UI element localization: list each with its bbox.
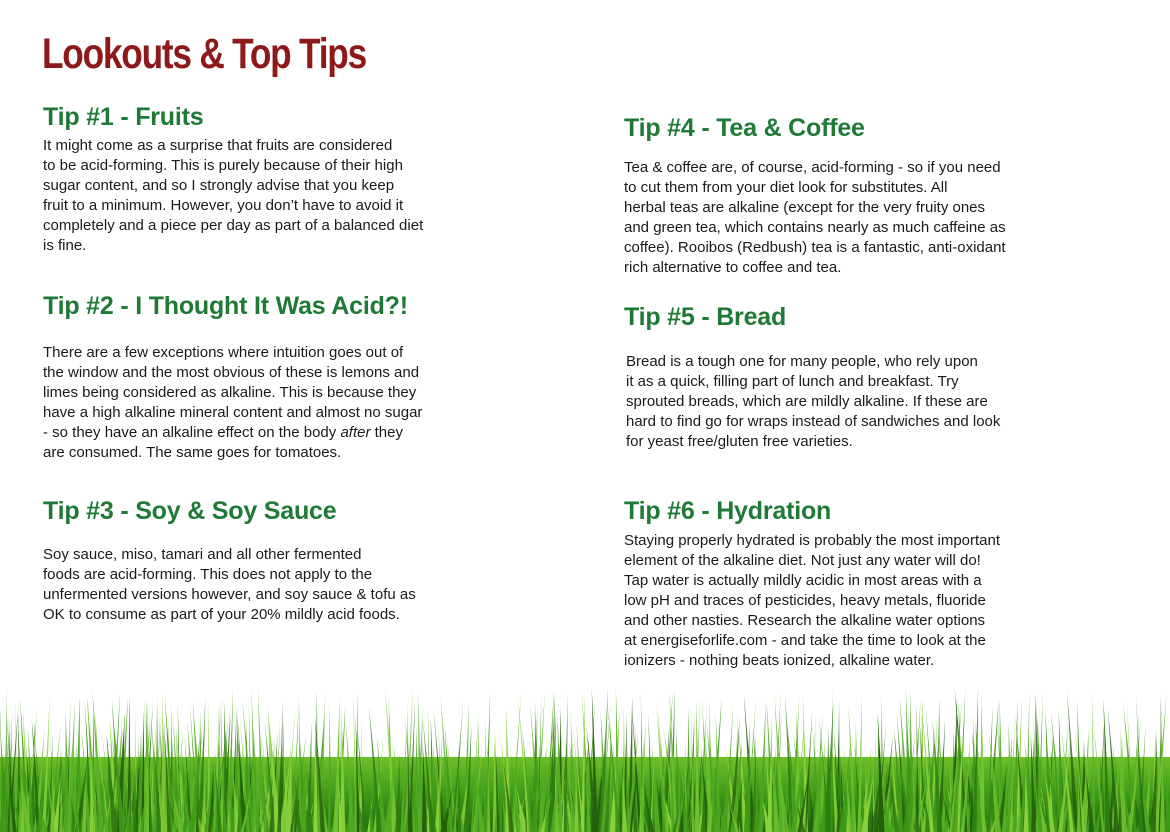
tip-body [624, 531, 1000, 671]
tip-line: to be acid-forming. This is purely because of their high [43, 157, 403, 174]
tip-line: and green tea, which contains nearly as much caffeine as [624, 219, 1006, 236]
tip-line-part: they [370, 424, 403, 441]
tip-line: have a high alkaline mineral content and almost no sugar [43, 404, 423, 421]
tip-line: Bread is a tough one for many people, who rely upon [626, 353, 978, 370]
tip-line: at energiseforlife.com - and take the time to look at the [624, 632, 986, 649]
tip-tea-coffee [624, 114, 1006, 278]
tip-line: to cut them from your diet look for substitutes. All [624, 179, 948, 196]
tip-line: completely and a piece per day as part of a balanced diet [43, 217, 424, 234]
tip-line: element of the alkaline diet. Not just any water will do! [624, 552, 981, 569]
tip-line: herbal teas are alkaline (except for the very fruity ones [624, 199, 986, 216]
tip-heading: Tip #5 - Bread [624, 303, 787, 331]
tip-line: rich alternative to coffee and tea. [624, 259, 842, 276]
tip-line: is fine. [43, 237, 87, 254]
tip-line: OK to consume as part of your 20% mildly acid foods. [43, 606, 400, 623]
tip-body [624, 158, 1006, 278]
tip-line: sugar content, and so I strongly advise that you keep [43, 177, 395, 194]
tip-bread [624, 303, 1000, 452]
tip-line-part: - so they have an alkaline effect on the body [43, 424, 337, 441]
grass-image [0, 687, 1170, 832]
tip-line: Soy sauce, miso, tamari and all other fermented [43, 546, 362, 563]
tip-line: and other nasties. Research the alkaline water options [624, 612, 986, 629]
tip-line: are consumed. The same goes for tomatoes. [43, 444, 342, 461]
tip-line: It might come as a surprise that fruits are considered [43, 137, 393, 154]
tip-line: Staying properly hydrated is probably the most important [624, 532, 1001, 549]
tip-body [43, 136, 423, 256]
tip-heading: Tip #4 - Tea & Coffee [624, 114, 865, 142]
tip-line: the window and the most obvious of these is lemons and [43, 364, 420, 381]
tip-line: coffee). Rooibos (Redbush) tea is a fantastic, anti-oxidant [624, 239, 1006, 256]
tip-line: ionizers - nothing beats ionized, alkaline water. [624, 652, 935, 669]
page-title: Lookouts & Top Tips [42, 30, 366, 78]
tip-line: sprouted breads, which are mildly alkaline. If these are [626, 393, 988, 410]
tip-line: fruit to a minimum. However, you don’t have to avoid it [43, 197, 404, 214]
tip-line: unfermented versions however, and soy sauce & tofu as [43, 586, 416, 603]
tip-heading: Tip #6 - Hydration [624, 497, 832, 525]
tip-acid [43, 292, 422, 463]
tip-line: hard to find go for wraps instead of sandwiches and look [626, 413, 1001, 430]
tip-body [43, 343, 422, 463]
tip-line: for yeast free/gluten free varieties. [626, 433, 853, 450]
tip-line: foods are acid-forming. This does not apply to the [43, 566, 373, 583]
tip-line: low pH and traces of pesticides, heavy metals, fluoride [624, 592, 986, 609]
tip-heading: Tip #1 - Fruits [43, 103, 204, 131]
tip-fruits [43, 103, 423, 256]
tip-line-emphasis: after [340, 424, 371, 441]
tip-soy [43, 497, 416, 625]
tip-line: There are a few exceptions where intuition goes out of [43, 344, 404, 361]
tip-body [43, 545, 416, 625]
tip-heading: Tip #3 - Soy & Soy Sauce [43, 497, 337, 525]
tip-line: Tea & coffee are, of course, acid-forming - so if you need [624, 159, 1001, 176]
tip-line: Tap water is actually mildly acidic in most areas with a [624, 572, 982, 589]
tip-hydration [624, 497, 1000, 671]
tip-line [43, 423, 422, 443]
tip-heading: Tip #2 - I Thought It Was Acid?! [43, 292, 408, 320]
tip-line: limes being considered as alkaline. This is because they [43, 384, 417, 401]
tip-body [624, 352, 1000, 452]
tip-line: it as a quick, filling part of lunch and breakfast. Try [626, 373, 959, 390]
